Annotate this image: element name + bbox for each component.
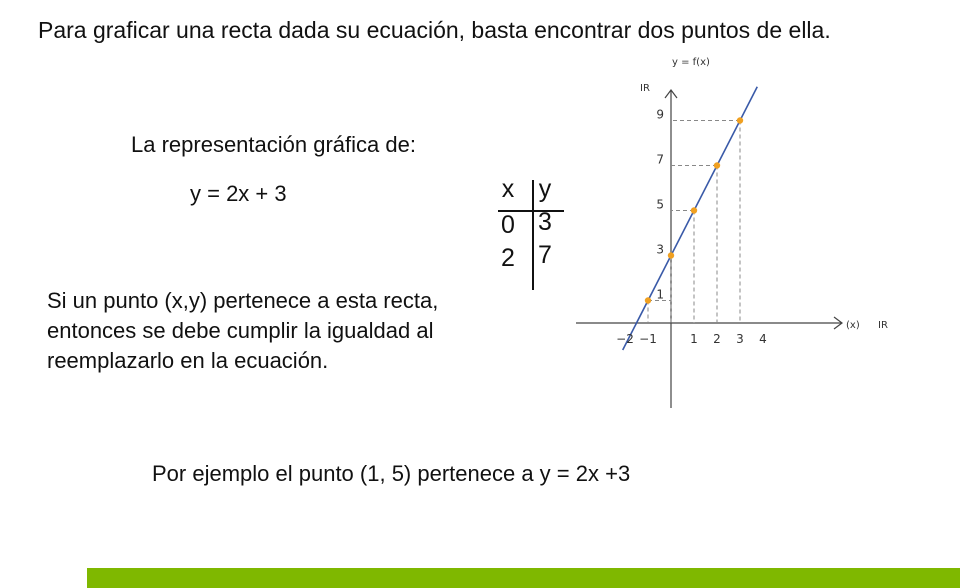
- table-header-x: x: [501, 175, 515, 203]
- graph-point: [668, 252, 674, 258]
- representation-title: La representación gráfica de:: [131, 132, 416, 157]
- line-graph: [570, 52, 900, 414]
- graph-labels: [640, 57, 888, 331]
- graph-point: [714, 162, 720, 168]
- x-axis-name: (x): [846, 320, 860, 331]
- x-tick-label: 1: [690, 332, 698, 346]
- xy-table: [490, 174, 574, 292]
- y-tick-label: 7: [656, 152, 664, 167]
- graph-line-group: [623, 87, 758, 350]
- y-tick-label: 1: [656, 287, 664, 302]
- graph-axes: [576, 90, 842, 408]
- x-tick-label: 2: [713, 332, 721, 346]
- graph-point: [645, 297, 651, 303]
- x-tick-label: 4: [759, 332, 767, 346]
- y-tick-label: 9: [656, 107, 664, 122]
- intro-text: Para graficar una recta dada su ecuación, basta encontrar dos puntos de ella.: [38, 17, 831, 43]
- explanation-text: Si un punto (x,y) pertenece a esta recta, entonces se debe cumplir la igualdad al reemplazarlo en la ecuación.: [47, 288, 439, 373]
- graph-point: [691, 207, 697, 213]
- x-tick-label: −1: [639, 332, 657, 346]
- table-header-y: y: [538, 175, 552, 203]
- y-axis-name: y = f(x): [672, 57, 710, 68]
- x-tick-label: 3: [736, 332, 744, 346]
- x-tick-label: −2: [616, 332, 634, 346]
- x-axis-set-label: IR: [878, 320, 888, 331]
- y-tick-label: 5: [656, 197, 664, 212]
- table-cell-y: 3: [538, 208, 552, 236]
- footer-bar: [87, 568, 960, 588]
- example-text: Por ejemplo el punto (1, 5) pertenece a y = 2x +3: [152, 461, 631, 486]
- table-cell-y: 7: [538, 241, 552, 269]
- equation: y = 2x + 3: [190, 181, 287, 206]
- function-line: [623, 87, 758, 350]
- graph-point: [737, 117, 743, 123]
- y-tick-label: 3: [656, 242, 664, 257]
- graph-ticks: [616, 108, 767, 347]
- table-cell-x: 0: [501, 211, 515, 239]
- table-cell-x: 2: [501, 244, 515, 272]
- y-axis-set-label: IR: [640, 83, 650, 94]
